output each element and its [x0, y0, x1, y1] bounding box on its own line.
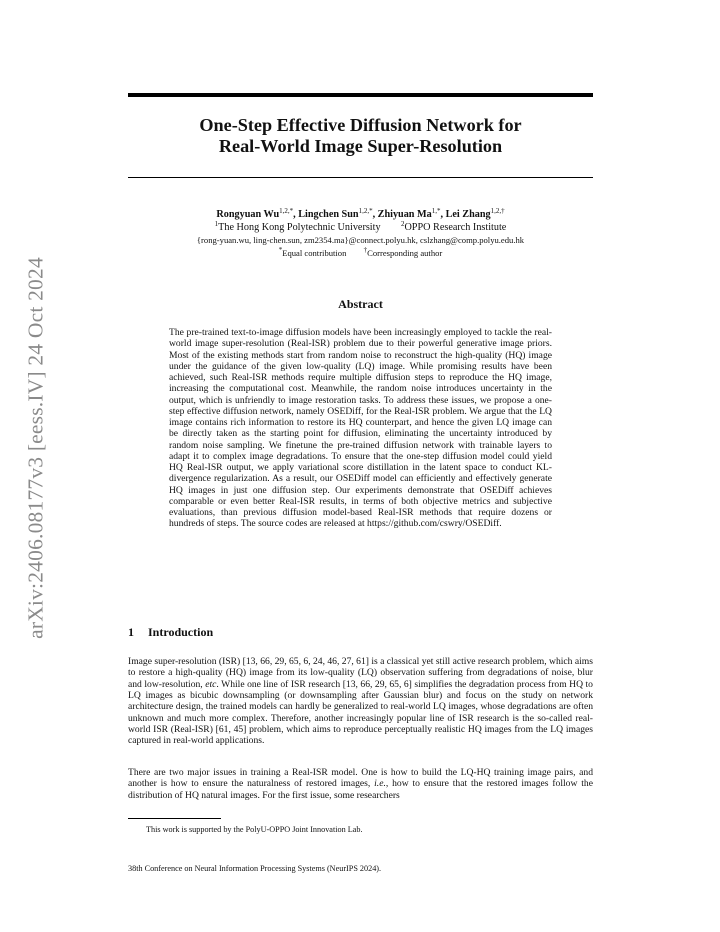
title-line-2: Real-World Image Super-Resolution	[218, 136, 503, 156]
abstract-heading: Abstract	[338, 297, 383, 311]
paragraph-text: , how to ensure that the restored images follow the distribution of HQ natural images. For the first issue, some researchers	[128, 778, 593, 801]
author-name: Lei Zhang	[445, 209, 491, 220]
title-line-1: One-Step Effective Diffusion Network for	[199, 115, 522, 135]
equal-mark: *	[278, 246, 283, 254]
equal-contribution-note: Equal contribution	[282, 248, 347, 258]
author-name: Zhiyuan Ma	[377, 209, 432, 220]
arxiv-stamp	[0, 0, 60, 932]
paragraph-text: . While one line of ISR research [13, 66, 29, 65, 6] simplifies the degradation process from HQ to LQ images as bicubic downsampling (or downsampling after Gaussian blur) and focus on the study on network architecture design, the trained models can hardly be generalized to real-world LQ images, whose degradations are often unknown and much more complex. Therefore, another increasingly popular line of ISR research is the so-called real-world ISR (Real-ISR) [61, 45] problem, which aims to reproduce perceptually realistic HQ images from the LQ images captured in real-world applications.	[128, 678, 593, 747]
paragraph-italic: i.e.	[374, 778, 386, 790]
abstract-text: The pre-trained text-to-image diffusion models have been increasingly employed to tackle the real-world image super-resolution (Real-ISR) problem due to their powerful generative image priors. Most of the existing methods start from random noise to reconstruct the high-quality (HQ) image under the guidance of the given low-quality (LQ) image. While promising results have been achieved, such Real-ISR methods require multiple diffusion steps to reproduce the HQ image, increasing the computational cost. Meanwhile, the random noise introduces uncertainty in the output, which is unfriendly to image restoration tasks. To address these issues, we propose a one-step effective diffusion network, namely OSEDiff, for the Real-ISR problem. We argue that the LQ image contains rich information to restore its HQ counterpart, and hence the given LQ image can be directly taken as the starting point for diffusion, eliminating the uncertainty introduced by random noise sampling. We finetune the pre-trained diffusion network with trainable layers to adapt it to complex image degradations. To ensure that the one-step diffusion model could yield HQ Real-ISR output, we apply variational score distillation in the latent space to conduct KL-divergence regularization. As a result, our OSEDiff model can efficiently and effectively generate HQ images in just one diffusion step. Our experiments demonstrate that OSEDiff achieves comparable or even better Real-ISR results, in terms of both objective metrics and subjective evaluations, than previous diffusion model-based Real-ISR methods that require dozens or hundreds of steps. The source codes are released at https://github.com/cswry/OSEDiff.	[169, 327, 552, 530]
section-number: 1	[128, 625, 134, 639]
paper-title	[128, 115, 593, 157]
affiliation-mark: 1	[214, 220, 219, 228]
intro-paragraph-2	[128, 767, 593, 801]
footnote: This work is supported by the PolyU-OPPO Joint Innovation Lab.	[146, 825, 363, 834]
paragraph-text: There are two major issues in training a Real-ISR model. One is how to build the LQ-HQ training image pairs, and another is how to ensure the naturalness of restored images,	[128, 767, 593, 790]
corresponding-mark: †	[363, 246, 368, 254]
author-name: Rongyuan Wu	[216, 209, 280, 220]
author-names: Rongyuan $Wu^{1,2,*}$, Lingchen Sun$^{1,2,*}$, Zhiyuan $Ma^{1,*}$, Lei Zhang$^{1,2,\dagger}$	[216, 207, 505, 220]
affiliation-oppo: OPPO Research Institute	[404, 222, 507, 233]
section-heading	[128, 625, 213, 640]
top-rule	[128, 93, 593, 97]
affiliation-polyu: The Hong Kong Polytechnic University	[218, 222, 381, 233]
author-marks: 1,2,*	[279, 207, 294, 215]
author-emails: {rong-yuan.wu, ling-chen.sun, zm2354.ma}@connect.polyu.hk, cslzhang@comp.polyu.edu.hk	[196, 235, 525, 245]
author-marks: 1,*	[431, 207, 441, 215]
paragraph-text: Image super-resolution (ISR) [13, 66, 29, 65, 6, 24, 46, 27, 61] is a classical yet still active research problem, which aims to restore a high-quality (HQ) image from its low-quality (LQ) observation suffering from degradations of noise, blur and low-resolution,	[128, 656, 593, 690]
author-name: Lingchen Sun	[298, 209, 359, 220]
conference-note: 38th Conference on Neural Information Processing Systems (NeurIPS 2024).	[128, 864, 382, 873]
title-rule	[128, 177, 593, 178]
corresponding-author-note: Corresponding author	[367, 248, 443, 258]
paragraph-italic: etc	[205, 678, 217, 690]
section-title: Introduction	[148, 625, 214, 639]
affiliations	[128, 221, 593, 234]
intro-paragraph-1	[128, 656, 593, 747]
affiliation-mark: 2	[400, 220, 405, 228]
author-marks: 1,2,*	[358, 207, 373, 215]
author-notes	[128, 247, 593, 260]
arxiv-id-text: arXiv:2406.08177v3 [eess.IV] 24 Oct 2024	[23, 257, 48, 639]
author-block	[128, 208, 593, 260]
author-marks: 1,2,†	[490, 207, 505, 215]
footnote-rule	[128, 818, 221, 819]
